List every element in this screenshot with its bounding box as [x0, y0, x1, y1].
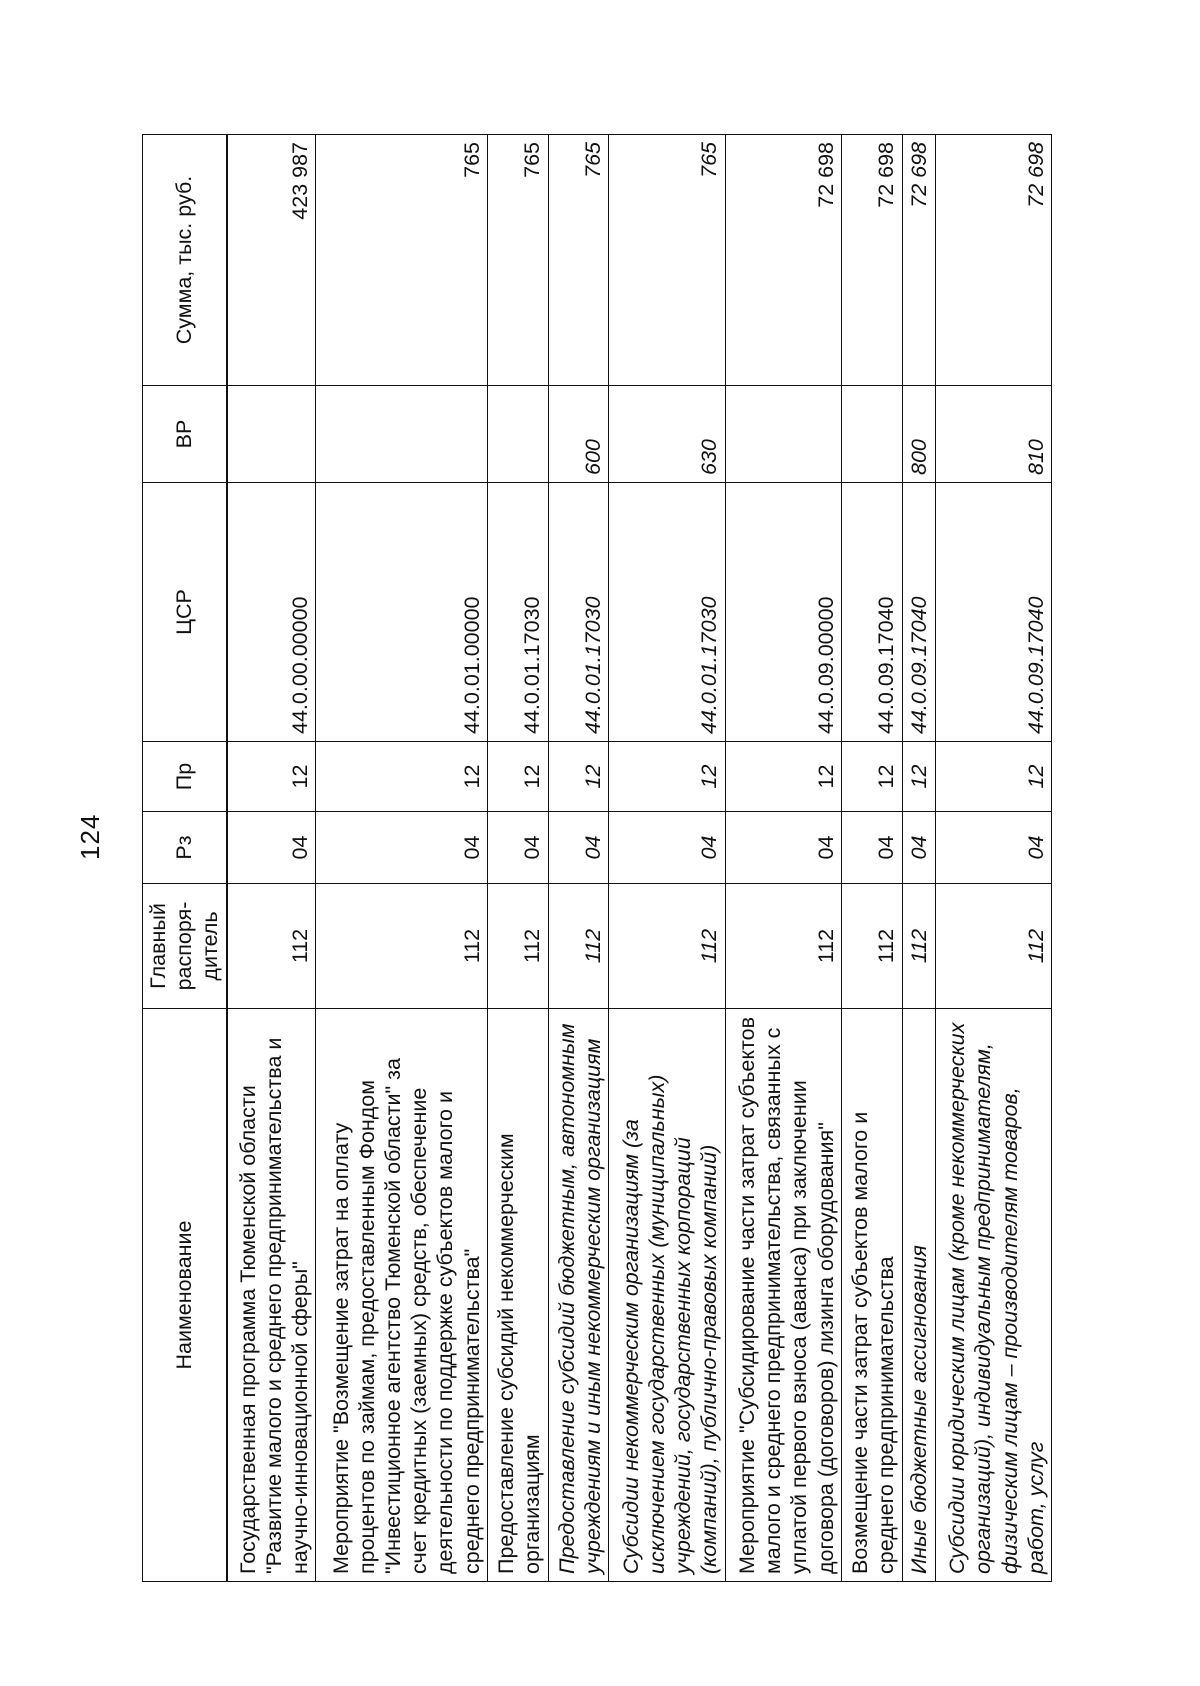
table-row [725, 135, 841, 1582]
cell-subsection: 12 [316, 742, 488, 812]
cell-chief-administrator: 112 [841, 884, 902, 1009]
table-row [902, 135, 935, 1582]
cell-sum: 765 [487, 135, 548, 386]
header-sum: Сумма, тыс. руб. [143, 135, 227, 386]
header-expense-type: ВР [143, 386, 227, 483]
cell-subsection: 12 [609, 742, 725, 812]
cell-subsection: 12 [548, 742, 609, 812]
header-chief-administrator: Главный распоря-дитель [143, 884, 227, 1009]
cell-expense-type [841, 386, 902, 483]
budget-table [142, 134, 1052, 1582]
cell-name: Мероприятие "Возмещение затрат на оплату процентов по займам, предоставленным Фондом "Инвестиционное агентство Тюменской области" за счет кредитных (заемных) средств, обеспечение деятельности по поддержке субъектов малого и среднего предпринимательства" [316, 1009, 488, 1582]
cell-section: 04 [227, 812, 316, 884]
cell-section: 04 [316, 812, 488, 884]
cell-name: Субсидии юридическим лицам (кроме некоммерческих организаций), индивидуальным предпринимателям, физическим лицам – производителям товаров, работ, услуг [935, 1009, 1051, 1582]
cell-sum: 72 698 [725, 135, 841, 386]
header-target-article: ЦСР [143, 483, 227, 742]
header-section: Рз [143, 812, 227, 884]
cell-expense-type [316, 386, 488, 483]
cell-expense-type [725, 386, 841, 483]
cell-sum: 72 698 [841, 135, 902, 386]
cell-subsection: 12 [487, 742, 548, 812]
cell-subsection: 12 [725, 742, 841, 812]
cell-target-article: 44.0.09.17040 [841, 483, 902, 742]
cell-expense-type: 800 [902, 386, 935, 483]
cell-name: Субсидии некоммерческим организациям (за исключением государственных (муниципальных) учреждений, государственных корпораций (компаний), публично-правовых компаний) [609, 1009, 725, 1582]
table-row [609, 135, 725, 1582]
cell-name: Иные бюджетные ассигнования [902, 1009, 935, 1582]
cell-section: 04 [902, 812, 935, 884]
cell-chief-administrator: 112 [316, 884, 488, 1009]
cell-sum: 72 698 [935, 135, 1051, 386]
cell-chief-administrator: 112 [609, 884, 725, 1009]
table-row [548, 135, 609, 1582]
cell-target-article: 44.0.09.17040 [902, 483, 935, 742]
header-subsection: Пр [143, 742, 227, 812]
rotated-table-container [142, 135, 1052, 1582]
table-row [316, 135, 488, 1582]
cell-expense-type [487, 386, 548, 483]
cell-expense-type: 810 [935, 386, 1051, 483]
cell-target-article: 44.0.01.17030 [609, 483, 725, 742]
table-row [227, 135, 316, 1582]
cell-name: Государственная программа Тюменской области "Развитие малого и среднего предпринимательства и научно-инновационной сферы" [227, 1009, 316, 1582]
cell-name: Предоставление субсидий некоммерческим организациям [487, 1009, 548, 1582]
cell-sum: 765 [609, 135, 725, 386]
header-name: Наименование [143, 1009, 227, 1582]
cell-name: Мероприятие "Субсидирование части затрат субъектов малого и среднего предпринимательства, связанных с уплатой первого взноса (аванса) при заключении договора (договоров) лизинга оборудования" [725, 1009, 841, 1582]
cell-chief-administrator: 112 [487, 884, 548, 1009]
cell-section: 04 [548, 812, 609, 884]
cell-sum: 72 698 [902, 135, 935, 386]
cell-section: 04 [609, 812, 725, 884]
cell-section: 04 [725, 812, 841, 884]
cell-section: 04 [487, 812, 548, 884]
cell-target-article: 44.0.00.00000 [227, 483, 316, 742]
cell-sum: 765 [316, 135, 488, 386]
cell-subsection: 12 [902, 742, 935, 812]
cell-section: 04 [935, 812, 1051, 884]
cell-target-article: 44.0.09.17040 [935, 483, 1051, 742]
cell-chief-administrator: 112 [902, 884, 935, 1009]
cell-name: Предоставление субсидий бюджетным, автономным учреждениям и иным некоммерческим организациям [548, 1009, 609, 1582]
table-row [841, 135, 902, 1582]
cell-section: 04 [841, 812, 902, 884]
cell-name: Возмещение части затрат субъектов малого и среднего предпринимательства [841, 1009, 902, 1582]
cell-chief-administrator: 112 [725, 884, 841, 1009]
cell-target-article: 44.0.09.00000 [725, 483, 841, 742]
table-row [935, 135, 1051, 1582]
table-row [487, 135, 548, 1582]
table-body [227, 135, 1052, 1582]
page-number: 124 [75, 813, 105, 860]
cell-expense-type [227, 386, 316, 483]
cell-chief-administrator: 112 [548, 884, 609, 1009]
cell-sum: 765 [548, 135, 609, 386]
cell-chief-administrator: 112 [227, 884, 316, 1009]
cell-subsection: 12 [935, 742, 1051, 812]
cell-chief-administrator: 112 [935, 884, 1051, 1009]
cell-target-article: 44.0.01.00000 [316, 483, 488, 742]
cell-target-article: 44.0.01.17030 [487, 483, 548, 742]
cell-expense-type: 600 [548, 386, 609, 483]
cell-subsection: 12 [227, 742, 316, 812]
table-header-row [143, 135, 227, 1582]
cell-expense-type: 630 [609, 386, 725, 483]
cell-sum: 423 987 [227, 135, 316, 386]
cell-target-article: 44.0.01.17030 [548, 483, 609, 742]
cell-subsection: 12 [841, 742, 902, 812]
